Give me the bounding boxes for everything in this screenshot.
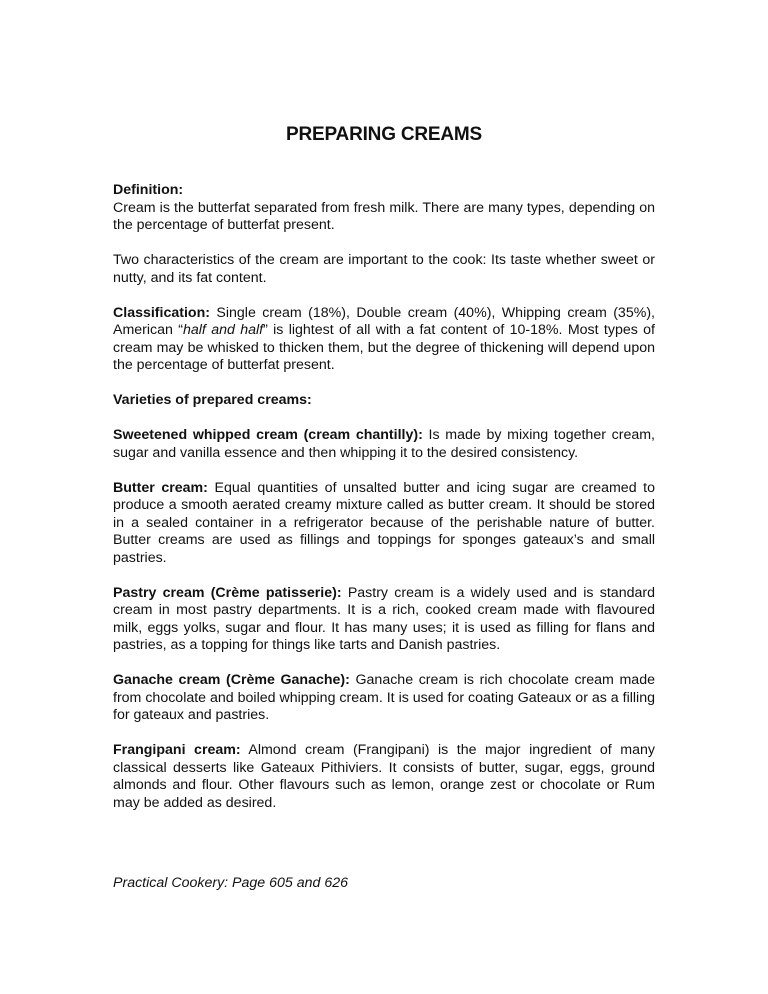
variety-text: Ganache cream is rich chocolate cream made from chocolate and boiled whipping cream. It is used for coating Gateaux or as a filling for gateaux and pastries. <box>113 672 655 723</box>
variety-paragraph-frangipani <box>113 742 655 812</box>
variety-name: Sweetened whipped cream (cream chantilly): <box>113 427 423 443</box>
classification-text-2: ” is lightest of all with a fat content of 10-18%. Most types of cream may be whisked to thicken them, but the degree of thickening will depend upon the percentage of butterfat present. <box>113 322 655 373</box>
variety-name: Pastry cream (Crème patisserie): <box>113 584 342 601</box>
variety-name: Butter cream: <box>113 479 208 496</box>
variety-paragraph-pastry <box>113 585 655 655</box>
page-title: PREPARING CREAMS <box>286 124 482 145</box>
variety-text: Equal quantities of unsalted butter and icing sugar are creamed to produce a smooth aerated creamy mixture called as butter cream. It should be stored in a sealed container in a refrigerator because of the perishable nature of butter. Butter creams are used as fillings and toppings for sponges gateaux’s and small pastries. <box>113 479 656 566</box>
definition-heading: Definition: <box>113 182 184 198</box>
variety-paragraph-sweetened <box>113 427 655 462</box>
source-footer: Practical Cookery: Page 605 and 626 <box>113 875 349 891</box>
variety-text: Almond cream (Frangipani) is the major ingredient of many classical desserts like Gateaux Pithiviers. It consists of butter, sugar, eggs, ground almonds and flour. Other flavours such as lemon, orange zest or chocolate or Rum may be added as desired. <box>113 742 655 811</box>
variety-paragraph-butter <box>113 480 655 568</box>
characteristics-paragraph: Two characteristics of the cream are important to the cook: Its taste whether sweet or nutty, and its fat content. <box>113 252 655 286</box>
variety-name: Frangipani cream: <box>113 742 241 758</box>
definition-text: Cream is the butterfat separated from fresh milk. There are many types, depending on the percentage of butterfat present. <box>113 199 655 233</box>
classification-paragraph <box>113 305 655 375</box>
variety-name: Ganache cream (Crème Ganache): <box>113 672 350 688</box>
variety-text: Is made by mixing together cream, sugar and vanilla essence and then whipping it to the desired consistency. <box>113 427 655 461</box>
classification-text-1: Single cream (18%), Double cream (40%), Whipping cream (35%), American “ <box>113 304 655 338</box>
classification-heading: Classification: <box>113 304 210 321</box>
variety-paragraph-ganache <box>113 672 655 725</box>
varieties-heading: Varieties of prepared creams: <box>113 392 312 408</box>
definition-paragraph <box>113 182 655 235</box>
classification-italic: half and half <box>182 322 264 338</box>
variety-text: Pastry cream is a widely used and is standard cream in most pastry departments. It is a rich, cooked cream made with flavoured milk, eggs yolks, sugar and flour. It has many uses; it is used as filling for flans and pastries, as a topping for things like tarts and Danish pastries. <box>113 584 655 653</box>
document-body <box>113 182 655 830</box>
